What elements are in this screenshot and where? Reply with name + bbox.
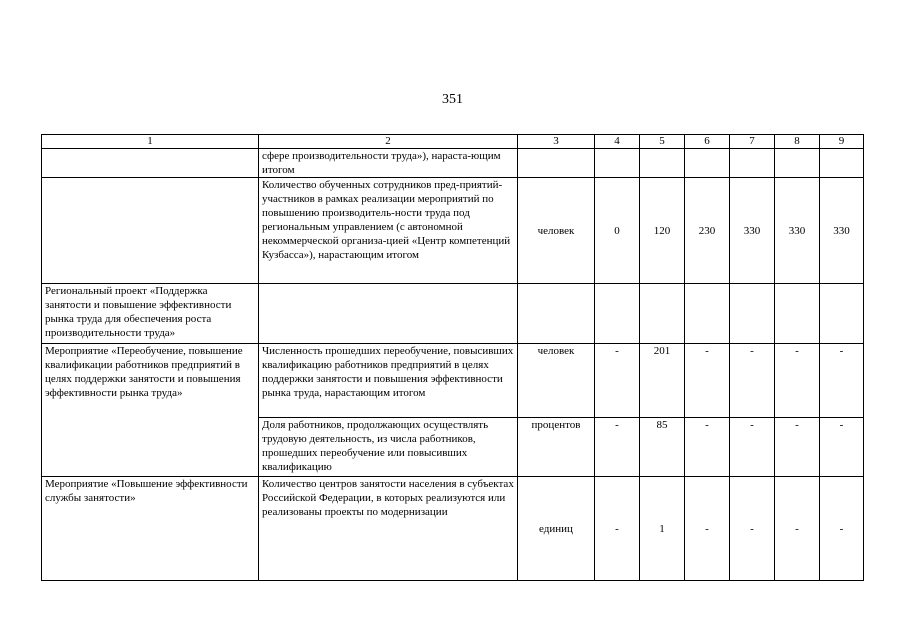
table-row: [42, 284, 864, 344]
value-cell: -: [685, 477, 730, 581]
event-cell: Мероприятие «Переобучение, повышение квалификации работников предприятий в целях поддержки занятости и повышения эффективности рынка труда»: [42, 344, 259, 477]
event-cell: Мероприятие «Повышение эффективности службы занятости»: [42, 477, 259, 581]
event-cell: [42, 149, 259, 178]
indicators-table: [41, 134, 864, 581]
indicator-cell: Численность прошедших переобучение, повысивших квалификацию работников предприятий в целях поддержки занятости и повышения эффективности рынка труда, нарастающим итогом: [259, 344, 518, 418]
value-cell: [595, 284, 640, 344]
value-cell: 85: [640, 418, 685, 477]
header-cell: 8: [775, 135, 820, 149]
value-cell: 330: [775, 178, 820, 284]
table-row: [42, 344, 864, 418]
value-cell: -: [775, 344, 820, 418]
table-row: [42, 477, 864, 581]
header-cell: 5: [640, 135, 685, 149]
indicator-cell: Количество центров занятости населения в субъектах Российской Федерации, в которых реализуются или реализованы проекты по модернизации: [259, 477, 518, 581]
header-cell: 2: [259, 135, 518, 149]
value-cell: [775, 149, 820, 178]
value-cell: [685, 149, 730, 178]
indicator-cell: Количество обученных сотрудников пред-приятий-участников в рамках реализации мероприятий по повышению производитель-ности труда под региональным управлением (с автономной некоммерческой организа-цией «Центр компетенций Кузбасса»), нарастающим итогом: [259, 178, 518, 284]
header-cell: 7: [730, 135, 775, 149]
header-cell: 3: [518, 135, 595, 149]
value-cell: [820, 284, 864, 344]
value-cell: -: [730, 418, 775, 477]
unit-cell: человек: [518, 178, 595, 284]
value-cell: [595, 149, 640, 178]
indicator-cell: сфере производительности труда»), нараста-ющим итогом: [259, 149, 518, 178]
value-cell: 1: [640, 477, 685, 581]
value-cell: -: [595, 344, 640, 418]
unit-cell: процентов: [518, 418, 595, 477]
value-cell: [730, 284, 775, 344]
unit-cell: единиц: [518, 477, 595, 581]
header-row: [42, 135, 864, 149]
value-cell: [820, 149, 864, 178]
value-cell: -: [820, 344, 864, 418]
value-cell: [775, 284, 820, 344]
value-cell: -: [820, 418, 864, 477]
value-cell: [640, 284, 685, 344]
unit-cell: человек: [518, 344, 595, 418]
value-cell: [730, 149, 775, 178]
value-cell: -: [775, 418, 820, 477]
project-cell: Региональный проект «Поддержка занятости и повышение эффективности рынка труда для обеспечения роста производительности труда»: [42, 284, 259, 344]
value-cell: -: [775, 477, 820, 581]
value-cell: -: [685, 418, 730, 477]
indicator-cell: Доля работников, продолжающих осуществлять трудовую деятельность, из числа работников, прошедших переобучение или повысивших квалификацию: [259, 418, 518, 477]
value-cell: 201: [640, 344, 685, 418]
table-row: [42, 149, 864, 178]
value-cell: -: [730, 477, 775, 581]
unit-cell: [518, 284, 595, 344]
header-cell: 6: [685, 135, 730, 149]
table-row: [42, 178, 864, 284]
unit-cell: [518, 149, 595, 178]
header-cell: 1: [42, 135, 259, 149]
value-cell: -: [595, 418, 640, 477]
value-cell: 330: [820, 178, 864, 284]
value-cell: 330: [730, 178, 775, 284]
value-cell: [685, 284, 730, 344]
value-cell: -: [685, 344, 730, 418]
value-cell: -: [595, 477, 640, 581]
value-cell: -: [730, 344, 775, 418]
value-cell: 120: [640, 178, 685, 284]
header-cell: 9: [820, 135, 864, 149]
value-cell: 0: [595, 178, 640, 284]
page-number: 351: [442, 92, 463, 107]
event-cell: [42, 178, 259, 284]
value-cell: -: [820, 477, 864, 581]
indicator-cell: [259, 284, 518, 344]
value-cell: 230: [685, 178, 730, 284]
header-cell: 4: [595, 135, 640, 149]
value-cell: [640, 149, 685, 178]
